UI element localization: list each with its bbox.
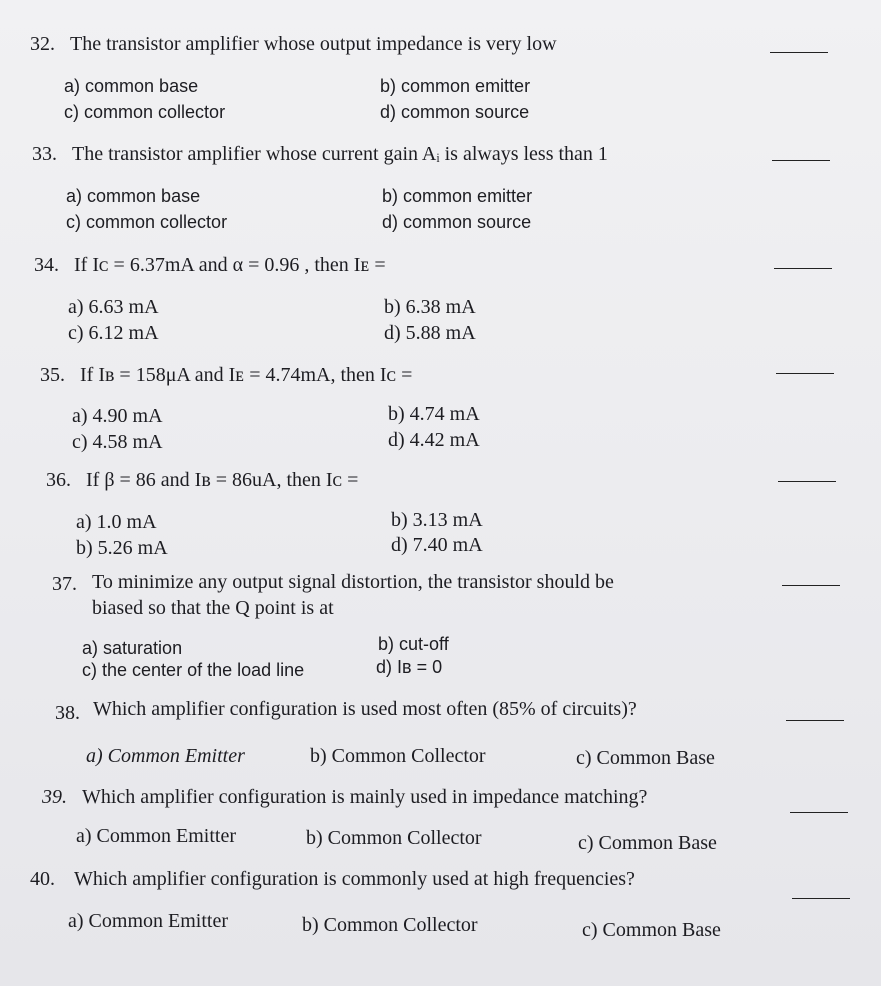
answer-blank[interactable] xyxy=(778,481,836,482)
option-a: a) common base xyxy=(64,76,199,96)
option-c: c) Common Base xyxy=(582,919,721,941)
option-b: b) Common Collector xyxy=(302,914,478,936)
option-a: a) common base xyxy=(66,186,201,206)
option-b: b) Common Collector xyxy=(310,745,486,767)
option-b: b) cut-off xyxy=(378,634,449,654)
option-a: a) 6.63 mA xyxy=(68,296,159,318)
option-d: d) 5.88 mA xyxy=(384,322,476,344)
option-a: a) Common Emitter xyxy=(76,825,236,847)
option-d: d) Iʙ = 0 xyxy=(376,657,443,677)
question-number: 35. xyxy=(40,364,65,386)
option-c: c) 4.58 mA xyxy=(72,431,163,453)
question-stem: If Iᴄ = 6.37mA and α = 0.96 , then Iᴇ = xyxy=(74,254,386,276)
answer-blank[interactable] xyxy=(786,720,844,721)
option-c: c) 6.12 mA xyxy=(68,322,159,344)
question-stem: If β = 86 and Iʙ = 86uA, then Iᴄ = xyxy=(86,469,359,491)
question-number: 40. xyxy=(30,868,55,890)
option-b: b) Common Collector xyxy=(306,827,482,849)
question-stem-line-2: biased so that the Q point is at xyxy=(92,597,334,619)
question-stem: If Iʙ = 158μA and Iᴇ = 4.74mA, then Iᴄ = xyxy=(80,364,413,386)
option-c: b) 5.26 mA xyxy=(76,537,168,559)
option-c: c) Common Base xyxy=(576,747,715,769)
question-stem: To minimize any output signal distortion, the transistor should be xyxy=(92,571,614,593)
option-a: a) saturation xyxy=(82,638,183,658)
question-stem: Which amplifier configuration is mainly used in impedance matching? xyxy=(82,786,648,808)
question-stem: Which amplifier configuration is commonly used at high frequencies? xyxy=(74,868,635,890)
question-number: 34. xyxy=(34,254,59,276)
answer-blank[interactable] xyxy=(770,52,828,53)
answer-blank[interactable] xyxy=(774,268,832,269)
option-b: b) common emitter xyxy=(380,76,531,96)
question-stem: The transistor amplifier whose output impedance is very low xyxy=(70,33,557,55)
option-b: b) 6.38 mA xyxy=(384,296,476,318)
option-d: d) common source xyxy=(380,102,530,122)
question-number: 39. xyxy=(42,786,67,808)
question-stem: The transistor amplifier whose current gain Aᵢ is always less than 1 xyxy=(72,143,608,165)
question-number: 32. xyxy=(30,33,55,55)
answer-blank[interactable] xyxy=(782,585,840,586)
option-c: c) the center of the load line xyxy=(82,660,305,680)
question-stem: Which amplifier configuration is used most often (85% of circuits)? xyxy=(93,698,637,720)
option-d: d) 7.40 mA xyxy=(391,534,483,556)
option-c: c) common collector xyxy=(64,102,226,122)
option-d: d) 4.42 mA xyxy=(388,429,480,451)
option-a: a) Common Emitter xyxy=(68,910,228,932)
option-c: c) Common Base xyxy=(578,832,717,854)
answer-blank[interactable] xyxy=(790,812,848,813)
option-b: b) common emitter xyxy=(382,186,533,206)
answer-blank[interactable] xyxy=(792,898,850,899)
option-b: b) 3.13 mA xyxy=(391,509,483,531)
option-a: a) Common Emitter xyxy=(86,745,245,767)
option-c: c) common collector xyxy=(66,212,228,232)
answer-blank[interactable] xyxy=(772,160,830,161)
option-a: a) 4.90 mA xyxy=(72,405,163,427)
question-number: 36. xyxy=(46,469,71,491)
question-number: 38. xyxy=(55,702,80,724)
option-d: d) common source xyxy=(382,212,532,232)
option-a: a) 1.0 mA xyxy=(76,511,157,533)
answer-blank[interactable] xyxy=(776,373,834,374)
question-number: 37. xyxy=(52,573,77,595)
option-b: b) 4.74 mA xyxy=(388,403,480,425)
question-number: 33. xyxy=(32,143,57,165)
